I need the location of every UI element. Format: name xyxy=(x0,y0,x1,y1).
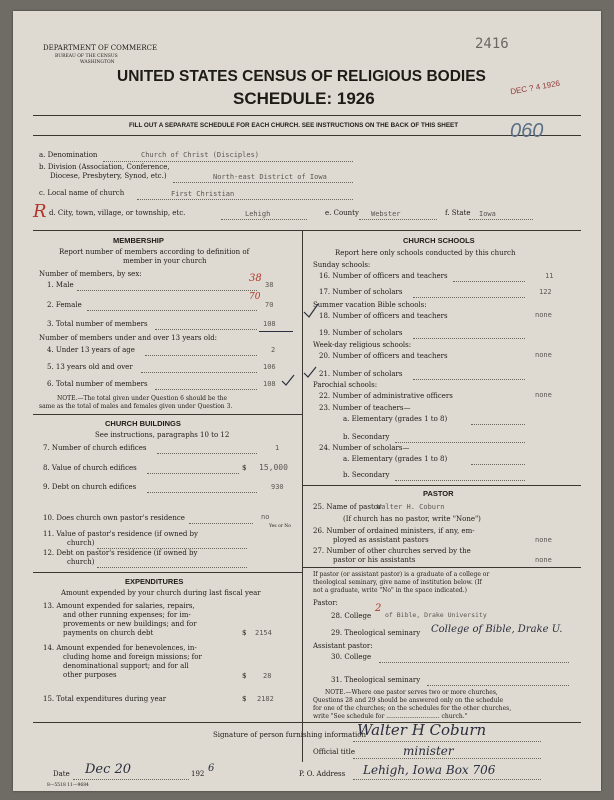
q24b-label: b. Secondary xyxy=(343,471,390,479)
membership-intro-1: Report number of members according to definition of xyxy=(59,248,250,256)
local-name-label: c. Local name of church xyxy=(39,189,125,197)
q14-label-3: denominational support; and for all xyxy=(63,662,189,670)
bureau-label: BUREAU OF THE CENSUS xyxy=(55,54,118,59)
signature-label: Signature of person furnishing information xyxy=(213,731,367,739)
membership-intro-2: member in your church xyxy=(123,257,207,265)
county-value: Webster xyxy=(371,210,401,218)
city-label-field: d. City, town, village, or township, etc. xyxy=(49,209,186,217)
address-value: Lehigh, Iowa Box 706 xyxy=(363,763,496,777)
q14-label-1: 14. Amount expended for benevolences, in- xyxy=(43,644,197,652)
under-over-label: Number of members under and over 13 years old: xyxy=(39,334,218,342)
schools-sub: Report here only schools conducted by this church xyxy=(335,249,516,257)
q13-label-3: provements or new buildings; and for xyxy=(63,620,197,628)
state-label: f. State xyxy=(445,209,471,217)
q13-label-2: and other running expenses; for im- xyxy=(63,611,191,619)
q13-label-1: 13. Amount expended for salaries, repairs, xyxy=(43,602,195,610)
q23b-label: b. Secondary xyxy=(343,433,390,441)
q21-label: 21. Number of scholars xyxy=(319,370,403,378)
college-note-3: not a graduate, write "No" in the space indicated.) xyxy=(313,587,467,594)
pastor-subhead: Pastor: xyxy=(313,599,338,607)
q17-value: 122 xyxy=(539,288,552,296)
denomination-label: a. Denomination xyxy=(39,151,98,159)
buildings-heading: CHURCH BUILDINGS xyxy=(105,419,181,428)
denomination-value: Church of Christ (Disciples) xyxy=(141,151,260,159)
q2-female-label: 2. Female xyxy=(47,301,82,309)
members-by-sex-label: Number of members, by sex: xyxy=(39,270,142,278)
q15-label: 15. Total expenditures during year xyxy=(43,695,167,703)
year-suffix: 6 xyxy=(208,763,215,774)
date-value: Dec 20 xyxy=(85,762,132,777)
q31-label: 31. Theological seminary xyxy=(331,676,421,684)
q21-check-mark xyxy=(303,365,317,379)
q14-label-4: other purposes xyxy=(63,671,117,679)
year-prefix: 192 xyxy=(191,770,205,778)
division-label-1: b. Division (Association, Conference, xyxy=(39,163,170,171)
q30-label: 30. College xyxy=(331,653,372,661)
division-value: North-east District of Iowa xyxy=(213,173,327,181)
q23-label: 23. Number of teachers— xyxy=(319,404,411,412)
county-label: e. County xyxy=(325,209,359,217)
q23a-label: a. Elementary (grades 1 to 8) xyxy=(343,415,448,423)
q22-label: 22. Number of administrative officers xyxy=(319,392,453,400)
q4-under13-value: 2 xyxy=(271,346,276,354)
membership-note-1: NOTE.—The total given under Question 6 should be the xyxy=(57,395,228,402)
q10-value: no xyxy=(261,513,270,521)
q17-label: 17. Number of scholars xyxy=(319,288,403,296)
q3-total-value: 108 xyxy=(263,320,276,328)
q20-value: none xyxy=(535,351,552,359)
q1-male-label: 1. Male xyxy=(47,281,74,289)
code-number: 060 xyxy=(510,120,544,142)
department-label: DEPARTMENT OF COMMERCE xyxy=(43,44,158,52)
q15-value: 2182 xyxy=(257,695,274,703)
q22-value: none xyxy=(535,391,552,399)
q25-value: Walter H. Coburn xyxy=(377,503,445,511)
yes-no-hint: Yes or No xyxy=(269,524,291,529)
q7-label: 7. Number of church edifices xyxy=(43,444,147,452)
q11-label-1: 11. Value of pastor's residence (if owned by xyxy=(43,530,198,538)
form-title: UNITED STATES CENSUS OF RELIGIOUS BODIES xyxy=(117,68,486,85)
q14-value: 28 xyxy=(263,672,272,680)
expenditures-heading: EXPENDITURES xyxy=(125,577,184,586)
instruction-bar: FILL OUT A SEPARATE SCHEDULE FOR EACH CHURCH. SEE INSTRUCTIONS ON THE BACK OF THIS SHEET xyxy=(129,122,459,129)
q2-female-pencil: 70 xyxy=(249,292,261,302)
q29-value: College of Bible, Drake U. xyxy=(431,624,563,635)
q25-label: 25. Name of pastor xyxy=(313,503,382,511)
q6-total-value: 108 xyxy=(263,380,276,388)
q12-label-1: 12. Debt on pastor's residence (if owned by xyxy=(43,549,198,557)
q2-female-value: 70 xyxy=(265,301,274,309)
q1-male-pencil: 38 xyxy=(249,273,262,284)
official-title-label: Official title xyxy=(313,748,355,756)
q11-label-2: church) xyxy=(67,539,95,547)
q28-value: of Bible, Drake University xyxy=(385,611,487,619)
college-note-2: theological seminary, give name of institution below. (If xyxy=(313,579,482,586)
membership-note-2: same as the total of males and females given under Question 3. xyxy=(39,403,233,410)
received-date-stamp: DEC ? 4 1926 xyxy=(509,78,561,97)
census-form-page xyxy=(13,11,601,791)
q6-check-mark xyxy=(281,373,295,387)
form-subtitle: SCHEDULE: 1926 xyxy=(233,89,375,108)
division-label-2: Diocese, Presbytery, Synod, etc.) xyxy=(50,172,167,180)
q18-label: 18. Number of officers and teachers xyxy=(319,312,448,320)
weekday-schools-label: Week-day religious schools: xyxy=(313,341,412,349)
form-number: 8—5518 11—9684 xyxy=(47,783,89,788)
q14-label-2: cluding home and foreign missions; for xyxy=(63,653,202,661)
stamp-number: 2416 xyxy=(475,36,509,52)
date-label: Date xyxy=(53,770,70,778)
official-title-value: minister xyxy=(403,744,454,758)
parochial-schools-label: Parochial schools: xyxy=(313,381,378,389)
pastor-note-1: NOTE.—Where one pastor serves two or more churches, xyxy=(325,689,498,696)
q3-total-label: 3. Total number of members xyxy=(47,320,148,328)
q7-value: 1 xyxy=(275,444,280,452)
q13-label-4: payments on church debt xyxy=(63,629,154,637)
q8-dollar-sign: $ xyxy=(242,464,247,472)
local-name-value: First Christian xyxy=(171,190,235,198)
q18-value: none xyxy=(535,311,552,319)
q26-label-1: 26. Number of ordained ministers, if any, em- xyxy=(313,527,475,535)
q20-label: 20. Number of officers and teachers xyxy=(319,352,448,360)
state-value: Iowa xyxy=(479,210,496,218)
q24-label: 24. Number of scholars— xyxy=(319,444,410,452)
q14-dollar-sign: $ xyxy=(242,672,247,680)
college-note-1: If pastor (or assistant pastor) is a graduate of a college or xyxy=(313,571,490,578)
summer-schools-label: Summer vacation Bible schools: xyxy=(313,301,427,309)
q13-dollar-sign: $ xyxy=(242,629,247,637)
q8-label: 8. Value of church edifices xyxy=(43,464,137,472)
q6-total-label: 6. Total number of members xyxy=(47,380,148,388)
q10-label: 10. Does church own pastor's residence xyxy=(43,514,185,522)
sunday-schools-label: Sunday schools: xyxy=(313,261,371,269)
q19-label: 19. Number of scholars xyxy=(319,329,403,337)
assistant-pastor-subhead: Assistant pastor: xyxy=(313,642,373,650)
q24a-label: a. Elementary (grades 1 to 8) xyxy=(343,455,448,463)
q12-label-2: church) xyxy=(67,558,95,566)
schools-heading: CHURCH SCHOOLS xyxy=(403,236,475,245)
q18-check-mark xyxy=(303,303,319,319)
q1-male-value: 38 xyxy=(265,281,274,289)
q27-value: none xyxy=(535,556,552,564)
q9-label: 9. Debt on church edifices xyxy=(43,483,137,491)
pastor-note-2: Questions 28 and 29 should be answered only on the schedule xyxy=(313,697,504,704)
q28-label: 28. College xyxy=(331,612,372,620)
address-label: P. O. Address xyxy=(299,770,346,778)
q25-sub: (If church has no pastor, write "None") xyxy=(343,515,481,523)
q13-value: 2154 xyxy=(255,629,272,637)
buildings-sub: See instructions, paragraphs 10 to 12 xyxy=(95,431,230,439)
pastor-note-3: for one of the churches; on the schedules for the other churches, xyxy=(313,705,512,712)
q16-label: 16. Number of officers and teachers xyxy=(319,272,448,280)
q26-value: none xyxy=(535,536,552,544)
membership-heading: MEMBERSHIP xyxy=(113,236,164,245)
q8-value: 15,000 xyxy=(259,463,288,472)
q5-over13-label: 5. 13 years old and over xyxy=(47,363,133,371)
q28-red-mark: 2 xyxy=(375,603,382,614)
q5-over13-value: 106 xyxy=(263,363,276,371)
q26-label-2: ployed as assistant pastors xyxy=(333,536,429,544)
q27-label-1: 27. Number of other churches served by the xyxy=(313,547,471,555)
expenditures-sub: Amount expended by your church during last fiscal year xyxy=(61,589,261,597)
q16-value: 11 xyxy=(545,272,554,280)
q4-under13-label: 4. Under 13 years of age xyxy=(47,346,135,354)
q29-label: 29. Theological seminary xyxy=(331,629,421,637)
city-label: WASHINGTON xyxy=(80,60,115,65)
red-r-mark: R xyxy=(33,201,47,222)
city-value: Lehigh xyxy=(245,210,271,218)
q27-label-2: pastor or his assistants xyxy=(333,556,416,564)
pastor-note-4: write "See schedule for ............................ church." xyxy=(313,713,468,720)
signature-value: Walter H Coburn xyxy=(357,721,487,739)
pastor-heading: PASTOR xyxy=(423,489,454,498)
q9-value: 930 xyxy=(271,483,284,491)
q15-dollar-sign: $ xyxy=(242,695,247,703)
